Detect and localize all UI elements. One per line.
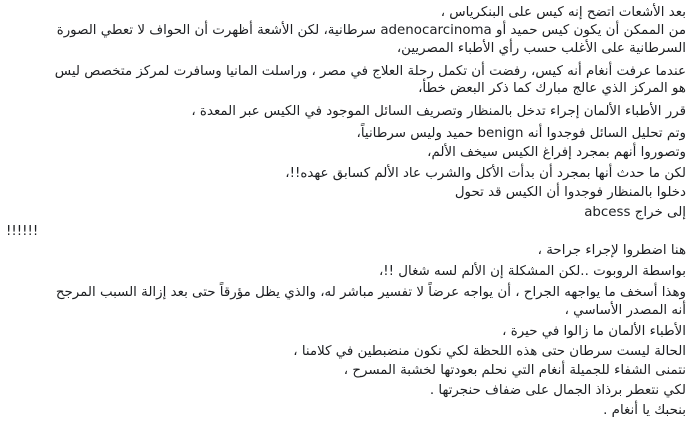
post-line: لكن ما حدث أنها بمجرد أن بدأت الأكل والشرب عاد الألم كسابق عهده!!، (285, 166, 686, 181)
post-line: لكي نتعطر برذاذ الجمال على ضفاف حنجرتها . (429, 383, 686, 398)
post-line: السرطانية على الأغلب حسب رأي الأطباء المصريين، (396, 41, 686, 56)
post-line-exclamations: !!!!!! (6, 224, 39, 239)
post-line: بعد الأشعات اتضح إنه كيس على البنكرياس ، (440, 5, 686, 20)
post-line: وتصوروا أنهم بمجرد إفراغ الكيس سيخف الألم، (427, 145, 686, 160)
post-line: الحالة ليست سرطان حتى هذه اللحظة لكي نكون منضبطين في كلامنا ، (293, 344, 686, 359)
post-line: إلى خراج abcess (584, 205, 686, 220)
post-line: وتم تحليل السائل فوجدوا أنه benign حميد وليس سرطانياً، (356, 126, 686, 141)
post-line: وهذا أسخف ما يواجهه الجراح ، أن يواجه عرضاً لا تفسير مباشر له، والذي يظل مؤرقاً حتى بعد إزالة السبب المرجح (55, 285, 686, 300)
post-line: هنا اضطروا لإجراء جراحة ، (537, 243, 686, 258)
post-line: الأطباء الألمان ما زالوا في حيرة ، (502, 324, 686, 339)
post-line: بواسطة الروبوت ..لكن المشكلة إن الألم لسه شغال !!، (378, 264, 686, 279)
post-line: عندما عرفت أنغام أنه كيس، رفضت أن تكمل رحلة العلاج في مصر ، وراسلت المانيا وسافرت لمركز متخصص ليس (54, 64, 686, 79)
post-line: دخلوا بالمنظار فوجدوا أن الكيس قد تحول (454, 185, 686, 200)
post-line: أنه المصدر الأساسي ، (564, 303, 686, 318)
post-line: نتمنى الشفاء للجميلة أنغام التي نحلم بعودتها لخشبة المسرح ، (343, 363, 686, 378)
post-line: قرر الأطباء الألمان إجراء تدخل بالمنظار وتصريف السائل الموجود في الكيس عبر المعدة ، (191, 104, 686, 119)
post-line: بنحبك يا أنغام . (603, 403, 686, 418)
post-line: من الممكن أن يكون كيس حميد أو adenocarcinoma سرطانية، لكن الأشعة أظهرت أن الحواف لا تعطي الصورة (56, 23, 686, 38)
post-line: هو المركز الذي عالج مبارك كما ذكر البعض خطأ، (418, 81, 686, 96)
